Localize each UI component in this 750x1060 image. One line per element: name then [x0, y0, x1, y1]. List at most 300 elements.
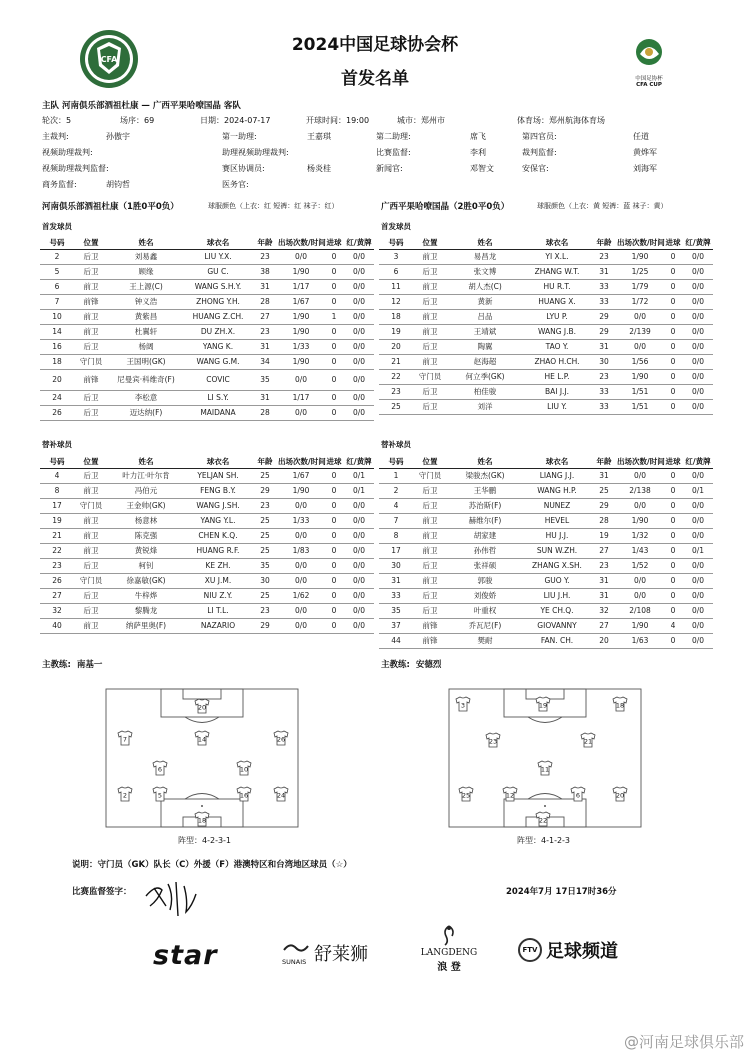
table-cell: 0: [324, 264, 344, 279]
player-shirt-icon: [613, 697, 627, 711]
player-number: 10: [239, 765, 249, 774]
match-round: 轮次：5: [42, 116, 72, 125]
watermark: @河南足球俱乐部: [623, 1033, 744, 1051]
table-cell: 1/25: [617, 264, 663, 279]
table-cell: 前卫: [74, 279, 108, 294]
column-header: 号码: [379, 236, 413, 249]
table-cell: 后卫: [74, 339, 108, 354]
home-coach-name: 南基一: [76, 660, 103, 670]
table-cell: ZHAO H.CH.: [523, 354, 591, 369]
table-cell: 1/51: [617, 384, 663, 399]
player-shirt-icon: [237, 787, 251, 801]
player-number: 20: [615, 791, 625, 800]
table-cell: 0/0: [683, 468, 713, 483]
table-cell: 徐嘉敏(GK): [108, 573, 184, 588]
match-teams-line: 主队 河南俱乐部酒祖杜康 — 广西平果哈嘹国晶 客队: [42, 101, 241, 111]
table-cell: 18: [379, 309, 413, 324]
table-cell: 前锋: [74, 369, 108, 390]
official-label: 商务监督:: [42, 180, 77, 189]
table-cell: 0/0: [278, 558, 324, 573]
table-row: [40, 483, 374, 498]
langdeng-figure-icon: [437, 924, 461, 946]
table-cell: 0/0: [617, 588, 663, 603]
column-header: 位置: [74, 236, 108, 249]
table-cell: 0: [663, 264, 683, 279]
player-shirt-icon: [536, 812, 550, 826]
table-cell: 25: [591, 483, 617, 498]
table-cell: 0: [663, 558, 683, 573]
home-formation-pitch: [105, 688, 299, 828]
legend-note: 说明：守门员（GK）队长（C）外援（F）港澳特区和台湾地区球员（☆）: [72, 860, 352, 870]
table-cell: 19: [591, 528, 617, 543]
table-cell: 1/79: [617, 279, 663, 294]
official-label: 安保官:: [522, 164, 549, 173]
table-cell: 0/0: [278, 528, 324, 543]
column-header: 位置: [413, 236, 447, 249]
player-shirt-icon: [237, 761, 251, 775]
player-number: 23: [488, 737, 498, 746]
table-cell: 17: [379, 543, 413, 558]
table-cell: 0/0: [278, 249, 324, 264]
table-cell: 王国明(GK): [108, 354, 184, 369]
table-cell: 前锋: [74, 294, 108, 309]
table-cell: HU J.J.: [523, 528, 591, 543]
away-coach-label: 主教练:: [381, 660, 410, 670]
official-label: 视频助理裁判:: [42, 148, 93, 157]
official-label: 第四官员:: [522, 132, 557, 141]
table-cell: 杨意林: [108, 513, 184, 528]
table-cell: 0/0: [344, 618, 374, 633]
column-header: 进球: [324, 236, 344, 249]
table-cell: 30: [591, 354, 617, 369]
column-header: 位置: [74, 455, 108, 468]
table-row: [40, 528, 374, 543]
table-cell: 0/0: [683, 399, 713, 414]
player-number: 18: [615, 701, 625, 710]
column-header: 号码: [40, 236, 74, 249]
table-cell: 1/90: [617, 618, 663, 633]
table-cell: 28: [252, 294, 278, 309]
table-cell: 35: [252, 369, 278, 390]
table-cell: 胡家建: [447, 528, 523, 543]
table-cell: 16: [40, 339, 74, 354]
table-cell: 后卫: [413, 558, 447, 573]
table-row: [40, 294, 374, 309]
table-cell: 7: [40, 294, 74, 309]
match-city: 城市：郑州市: [397, 116, 445, 125]
supervisor-signature: [140, 876, 202, 922]
table-cell: 0: [663, 309, 683, 324]
table-cell: 0: [663, 498, 683, 513]
table-cell: 23: [252, 498, 278, 513]
table-cell: 易昌龙: [447, 249, 523, 264]
top-penalty-arc: [528, 717, 562, 723]
table-cell: 前卫: [413, 543, 447, 558]
table-cell: 后卫: [413, 294, 447, 309]
table-cell: 0/0: [344, 603, 374, 618]
table-cell: NAZARIO: [184, 618, 252, 633]
table-cell: 29: [591, 309, 617, 324]
official-value: 杨炎桂: [307, 164, 331, 173]
table-row: [40, 468, 374, 483]
table-cell: 4: [379, 498, 413, 513]
table-cell: GIOVANNY: [523, 618, 591, 633]
table-cell: 0/0: [344, 573, 374, 588]
player-shirt-icon: [195, 731, 209, 745]
table-cell: FAN. CH.: [523, 633, 591, 648]
player-number: 20: [197, 703, 207, 712]
table-cell: 1/52: [617, 558, 663, 573]
table-cell: 0/0: [617, 573, 663, 588]
table-cell: 0/0: [344, 249, 374, 264]
table-cell: 8: [379, 528, 413, 543]
table-cell: 梁骏杰(GK): [447, 468, 523, 483]
bottom-penalty-arc: [185, 794, 219, 800]
official-value: 席飞: [470, 132, 486, 141]
table-cell: 21: [379, 354, 413, 369]
table-cell: WANG S.H.Y.: [184, 279, 252, 294]
table-cell: 牛梓烨: [108, 588, 184, 603]
table-cell: LI T.L.: [184, 603, 252, 618]
column-header: 姓名: [447, 455, 523, 468]
column-header: 号码: [40, 455, 74, 468]
table-cell: ZHANG W.T.: [523, 264, 591, 279]
table-row: [40, 498, 374, 513]
table-row: [379, 558, 713, 573]
table-cell: 1/51: [617, 399, 663, 414]
table-cell: ZHANG X.SH.: [523, 558, 591, 573]
table-cell: COVIC: [184, 369, 252, 390]
supervisor-sign-label: 比赛监督签字：: [72, 887, 132, 897]
table-cell: 6: [40, 279, 74, 294]
table-cell: 1/17: [278, 390, 324, 405]
table-cell: 后卫: [74, 603, 108, 618]
table-cell: 0/0: [617, 468, 663, 483]
home-formation: 阵型：4-2-3-1: [178, 836, 232, 845]
table-cell: NIU Z.Y.: [184, 588, 252, 603]
home-coach-label: 主教练:: [42, 660, 71, 670]
table-cell: 0: [663, 468, 683, 483]
table-cell: 杨阔: [108, 339, 184, 354]
table-cell: 23: [40, 558, 74, 573]
column-header: 红/黄牌: [344, 455, 374, 468]
table-cell: 0: [324, 618, 344, 633]
table-cell: LYU P.: [523, 309, 591, 324]
table-cell: HUANG Z.CH.: [184, 309, 252, 324]
table-cell: 冯伯元: [108, 483, 184, 498]
table-cell: 前卫: [74, 618, 108, 633]
table-cell: 0/0: [278, 573, 324, 588]
table-cell: 前卫: [413, 573, 447, 588]
table-cell: WANG H.P.: [523, 483, 591, 498]
column-header: 出场次数/时间: [278, 236, 324, 249]
match-field-no: 场序：69: [120, 116, 155, 125]
svg-text:CFA: CFA: [100, 55, 118, 64]
table-cell: 后卫: [413, 603, 447, 618]
table-cell: YELJAN SH.: [184, 468, 252, 483]
table-cell: 26: [40, 405, 74, 420]
table-cell: YE CH.Q.: [523, 603, 591, 618]
table-cell: HUANG R.F.: [184, 543, 252, 558]
table-cell: 王上源(C): [108, 279, 184, 294]
table-cell: 前卫: [74, 528, 108, 543]
column-header: 球衣名: [523, 236, 591, 249]
sponsor-sunais: [282, 940, 368, 966]
table-cell: 23: [591, 249, 617, 264]
player-number: 2: [122, 791, 128, 800]
table-cell: LIU Y.X.: [184, 249, 252, 264]
table-row: [379, 633, 713, 648]
table-cell: 1/90: [617, 249, 663, 264]
player-number: 24: [276, 791, 286, 800]
table-row: [40, 573, 374, 588]
away-formation-pitch: [448, 688, 642, 828]
table-cell: SUN W.ZH.: [523, 543, 591, 558]
table-cell: 0: [663, 483, 683, 498]
table-cell: GUO Y.: [523, 573, 591, 588]
table-cell: 31: [252, 390, 278, 405]
table-row: [379, 399, 713, 414]
table-cell: 5: [40, 264, 74, 279]
table-row: [40, 513, 374, 528]
table-cell: 守门员: [74, 498, 108, 513]
table-cell: 后卫: [413, 264, 447, 279]
table-cell: 钟义浩: [108, 294, 184, 309]
table-cell: 0: [324, 354, 344, 369]
table-cell: YI X.L.: [523, 249, 591, 264]
table-cell: 0: [324, 588, 344, 603]
table-cell: 29: [252, 483, 278, 498]
match-kickoff: 开球时间：19:00: [306, 116, 370, 125]
table-cell: 0: [324, 279, 344, 294]
table-cell: 0/0: [683, 309, 713, 324]
table-row: [40, 324, 374, 339]
table-row: [40, 390, 374, 405]
table-cell: 后卫: [413, 483, 447, 498]
table-cell: 28: [591, 513, 617, 528]
table-cell: 前卫: [74, 483, 108, 498]
table-cell: 33: [591, 279, 617, 294]
player-shirt-icon: [274, 731, 288, 745]
table-cell: 12: [379, 294, 413, 309]
table-row: [379, 468, 713, 483]
sunais-cn: 舒莱狮: [314, 944, 368, 965]
table-cell: 守门员: [413, 369, 447, 384]
table-cell: YANG Y.L.: [184, 513, 252, 528]
player-shirt-icon: [536, 697, 550, 711]
cup-logo-text-cn: 中国足协杯: [635, 76, 663, 82]
bottom-penalty-arc: [528, 794, 562, 800]
table-row: [379, 264, 713, 279]
table-cell: 尼曼宾·科维奇(F): [108, 369, 184, 390]
table-row: [40, 339, 374, 354]
away-formation: 阵型：4-1-2-3: [517, 836, 571, 845]
table-cell: 0/0: [683, 618, 713, 633]
table-cell: 0/0: [683, 294, 713, 309]
table-cell: 2/139: [617, 324, 663, 339]
table-cell: 0: [324, 294, 344, 309]
table-cell: 29: [252, 618, 278, 633]
table-row: [379, 573, 713, 588]
table-cell: 0: [663, 528, 683, 543]
table-row: [379, 483, 713, 498]
table-cell: HE L.P.: [523, 369, 591, 384]
table-row: [379, 543, 713, 558]
ftv-cn: 足球频道: [546, 941, 618, 962]
table-cell: 0: [663, 588, 683, 603]
table-cell: 0: [324, 324, 344, 339]
table-cell: 1/90: [278, 264, 324, 279]
table-row: [379, 249, 713, 264]
table-cell: 赵海超: [447, 354, 523, 369]
table-cell: 1/90: [617, 369, 663, 384]
player-shirt-icon: [581, 733, 595, 747]
home-kit-colors: 球服颜色（上衣：红 短裤：红 袜子：红）: [208, 202, 339, 210]
top-goal-box: [183, 689, 221, 699]
table-cell: 0: [324, 513, 344, 528]
table-row: [40, 558, 374, 573]
table-cell: 黄紫昌: [108, 309, 184, 324]
table-cell: 2/108: [617, 603, 663, 618]
table-cell: 29: [591, 324, 617, 339]
official-value: 邓智文: [470, 164, 494, 173]
table-cell: 0: [324, 603, 344, 618]
table-cell: 0/0: [344, 558, 374, 573]
official-value: 王嘉琪: [307, 132, 331, 141]
table-cell: 23: [591, 558, 617, 573]
player-shirt-icon: [195, 812, 209, 826]
column-header: 年龄: [252, 455, 278, 468]
player-shirt-icon: [459, 787, 473, 801]
column-header: 球衣名: [523, 455, 591, 468]
player-number: 25: [461, 791, 471, 800]
table-cell: BAI J.J.: [523, 384, 591, 399]
table-cell: 0/1: [683, 483, 713, 498]
table-cell: 0/0: [683, 324, 713, 339]
player-number: 19: [538, 701, 548, 710]
table-cell: 郭骏: [447, 573, 523, 588]
table-row: [379, 603, 713, 618]
table-row: [379, 588, 713, 603]
table-cell: XU J.M.: [184, 573, 252, 588]
official-label: 新闻官:: [376, 164, 403, 173]
away-subs-table: [379, 455, 713, 649]
table-cell: 17: [40, 498, 74, 513]
table-cell: 0: [324, 249, 344, 264]
column-header: 姓名: [447, 236, 523, 249]
table-cell: 0/0: [278, 405, 324, 420]
official-value: 刘海军: [633, 164, 657, 173]
table-row: [379, 618, 713, 633]
table-cell: 4: [663, 618, 683, 633]
table-cell: 前卫: [413, 249, 447, 264]
table-cell: 前卫: [413, 309, 447, 324]
table-cell: GU C.: [184, 264, 252, 279]
column-header: 红/黄牌: [344, 236, 374, 249]
table-cell: 0/0: [344, 588, 374, 603]
table-cell: 后卫: [74, 249, 108, 264]
table-cell: 0: [663, 354, 683, 369]
table-row: [379, 339, 713, 354]
table-cell: 1/17: [278, 279, 324, 294]
table-cell: 何立季(GK): [447, 369, 523, 384]
table-cell: 0: [324, 405, 344, 420]
table-cell: 0/0: [683, 498, 713, 513]
table-cell: 0: [324, 543, 344, 558]
table-cell: 0/0: [683, 354, 713, 369]
away-starters-label: 首发球员: [381, 222, 411, 231]
table-cell: 0/0: [278, 369, 324, 390]
table-cell: DU ZH.X.: [184, 324, 252, 339]
table-row: [40, 264, 374, 279]
player-number: 7: [122, 735, 128, 744]
sunais-wave-icon: [282, 940, 310, 956]
table-cell: HU R.T.: [523, 279, 591, 294]
home-starters-table: [40, 236, 374, 421]
sign-timestamp: 2024年7月 17日17时36分: [506, 887, 617, 897]
official-value: 任道: [633, 132, 649, 141]
table-row: [40, 603, 374, 618]
player-shirt-icon: [486, 733, 500, 747]
player-number: 12: [505, 791, 515, 800]
player-number: 6: [157, 765, 163, 774]
table-cell: 23: [252, 324, 278, 339]
table-cell: 20: [591, 633, 617, 648]
table-cell: 0/0: [344, 543, 374, 558]
table-cell: 0: [663, 369, 683, 384]
official-label: 比赛监督:: [376, 148, 411, 157]
player-shirt-icon: [538, 761, 552, 775]
table-cell: 0/0: [683, 339, 713, 354]
table-cell: 0: [663, 573, 683, 588]
table-cell: 王靖斌: [447, 324, 523, 339]
match-stadium: 体育场：郑州航海体育场: [517, 116, 605, 125]
table-cell: 0/0: [344, 513, 374, 528]
table-cell: 35: [252, 558, 278, 573]
player-number: 11: [540, 765, 550, 774]
table-cell: 23: [379, 384, 413, 399]
table-cell: 0/0: [683, 603, 713, 618]
table-cell: 20: [40, 369, 74, 390]
table-cell: 0: [663, 339, 683, 354]
table-row: [40, 369, 374, 390]
column-header: 球衣名: [184, 236, 252, 249]
official-label: 第二助理:: [376, 132, 411, 141]
table-cell: 27: [252, 309, 278, 324]
player-shirt-icon: [613, 787, 627, 801]
table-cell: ZHONG Y.H.: [184, 294, 252, 309]
table-cell: 后卫: [74, 264, 108, 279]
table-cell: 前卫: [413, 528, 447, 543]
away-starters-table: [379, 236, 713, 415]
table-cell: 25: [252, 543, 278, 558]
table-row: [379, 498, 713, 513]
table-cell: 0/0: [344, 369, 374, 390]
column-header: 出场次数/时间: [278, 455, 324, 468]
table-cell: NUNEZ: [523, 498, 591, 513]
table-cell: 31: [591, 573, 617, 588]
table-cell: 31: [591, 339, 617, 354]
table-cell: 4: [40, 468, 74, 483]
table-cell: 44: [379, 633, 413, 648]
table-cell: 前卫: [413, 354, 447, 369]
table-cell: 1/63: [617, 633, 663, 648]
column-header: 红/黄牌: [683, 455, 713, 468]
table-row: [379, 354, 713, 369]
official-label: 第一助理:: [222, 132, 257, 141]
page-title: 2024中国足球协会杯: [291, 35, 459, 55]
table-cell: 25: [252, 528, 278, 543]
